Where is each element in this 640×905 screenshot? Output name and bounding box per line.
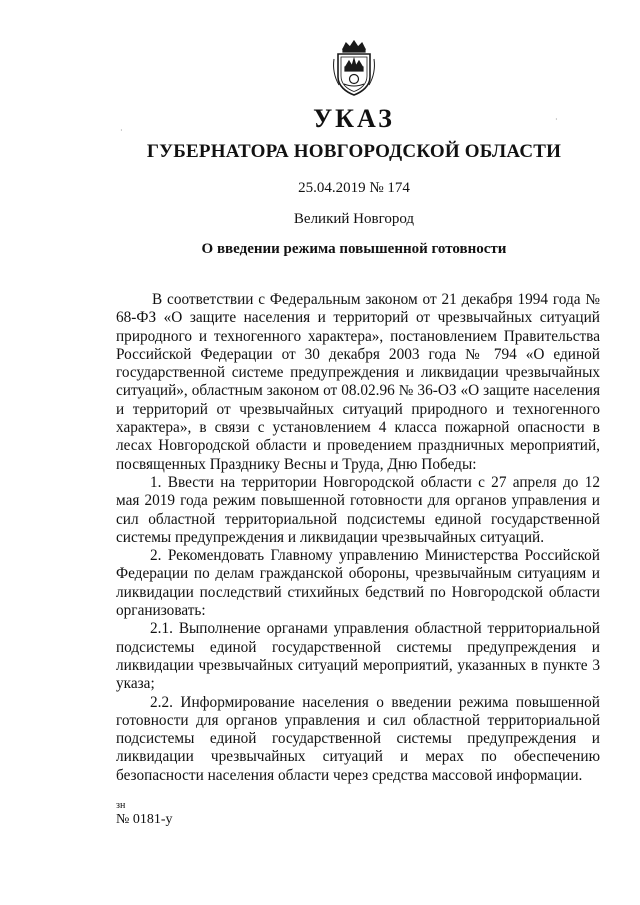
coat-of-arms-icon [331,39,377,97]
document-title: УКАЗ [313,104,395,133]
document-subtitle: ГУБЕРНАТОРА НОВГОРОДСКОЙ ОБЛАСТИ [146,141,562,162]
scan-mark: · [120,126,123,135]
registration-footer [116,800,173,828]
paragraph-item-2-1: 2.1. Выполнение органами управления областной территориальной подсистемы единой государственной системы предупреждения и ликвидации чрезвычайных ситуаций мероприятий, указанных в пункте 3 указа; [116,620,600,693]
decree-body [116,291,600,785]
city: Великий Новгород [293,211,415,227]
paragraph-item-2-2: 2.2. Информирование населения о введении режима повышенной готовности для органов управления и сил областной территориальной подсистемы единой государственной системы предупреждения и ликвидации чрезвычайных ситуаций и мерах по обеспечению безопасности населения области через средства массовой информации. [116,693,600,784]
paragraph-preamble: В соответствии с Федеральным законом от 21 декабря 1994 года № 68-ФЗ «О защите населения и территорий от чрезвычайных ситуаций природного и техногенного характера», постановлением Правительства Российской Федерации от 30 декабря 2003 года № 794 «О единой государственной системе предупреждения и ликвидации чрезвычайных ситуаций», областным законом от 08.02.96 № 36-ОЗ «О защите населения и территорий от чрезвычайных ситуаций природного и техногенного характера», в связи с установлением 4 класса пожарной опасности в лесах Новгородской области и проведением праздничных мероприятий, посвященных Празднику Весны и Труда, Дню Победы: [116,291,600,473]
decree-subject: О введении режима повышенной готовности [201,241,507,257]
paragraph-item-1: 1. Ввести на территории Новгородской области с 27 апреля до 12 мая 2019 года режим повышенной готовности для органов управления и сил областной территориальной подсистемы единой государственной системы предупреждения и ликвидации чрезвычайных ситуаций. [116,473,600,546]
paragraph-item-2: 2. Рекомендовать Главному управлению Министерства Российской Федерации по делам гражданской обороны, чрезвычайным ситуациям и ликвидации последствий стихийных бедствий по Новгородской области организовать: [116,547,600,620]
date-and-number: 25.04.2019 № 174 [298,180,410,196]
scan-mark: · [555,115,558,124]
registration-number: № 0181-у [116,812,173,827]
executor-initials: зн [116,800,126,811]
